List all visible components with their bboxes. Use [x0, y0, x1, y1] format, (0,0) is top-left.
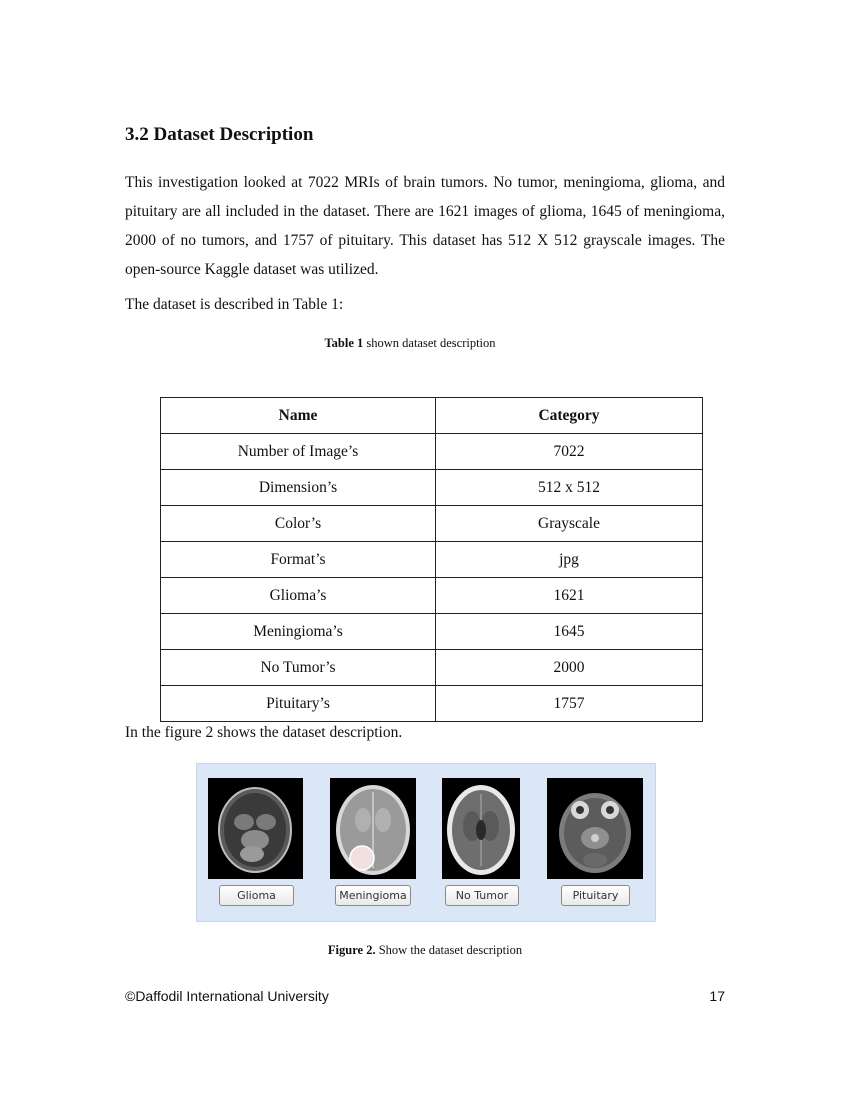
dataset-figure — [196, 763, 656, 922]
table-intro-text: The dataset is described in Table 1: — [125, 296, 344, 313]
figure-caption — [0, 943, 850, 958]
table-cell-name: Glioma’s — [161, 578, 436, 614]
dataset-table — [160, 397, 703, 722]
table-header-row — [161, 398, 703, 434]
table-cell-category: 7022 — [436, 434, 703, 470]
table-cell-name: Number of Image’s — [161, 434, 436, 470]
table-row — [161, 686, 703, 722]
table-cell-category: 1645 — [436, 614, 703, 650]
table-caption — [0, 336, 820, 351]
table-row — [161, 578, 703, 614]
pituitary-mri-image — [547, 778, 643, 879]
no-tumor-mri-image — [442, 778, 520, 879]
table-row — [161, 542, 703, 578]
meningioma-mri-image — [330, 778, 416, 879]
table-row — [161, 650, 703, 686]
meningioma-label-button[interactable]: Meningioma — [335, 885, 411, 906]
figure-caption-label: Figure 2. — [327, 943, 376, 957]
table-cell-category: 2000 — [436, 650, 703, 686]
glioma-label-button[interactable]: Glioma — [219, 885, 294, 906]
footer-university: ©Daffodil International University — [125, 988, 329, 1004]
table-row — [161, 614, 703, 650]
table-cell-category: Grayscale — [436, 506, 703, 542]
table-caption-label: Table 1 — [324, 336, 364, 350]
table-cell-name: Dimension’s — [161, 470, 436, 506]
table-cell-category: 1757 — [436, 686, 703, 722]
table-cell-name: Format’s — [161, 542, 436, 578]
table-row — [161, 506, 703, 542]
table-cell-category: jpg — [436, 542, 703, 578]
table-row — [161, 434, 703, 470]
table-row — [161, 470, 703, 506]
glioma-mri-image — [208, 778, 303, 879]
no-tumor-label-button[interactable]: No Tumor — [445, 885, 519, 906]
description-paragraph: This investigation looked at 7022 MRIs of brain tumors. No tumor, meningioma, glioma, and pituitary are all included in the dataset. There are 1621 images of glioma, 1645 of meningioma, 2000 of no tumors, and 1757 of pituitary. This dataset has 512 X 512 grayscale images. The open-source Kaggle dataset was utilized. — [125, 174, 725, 278]
table-cell-category: 1621 — [436, 578, 703, 614]
figure-intro-text: In the figure 2 shows the dataset description. — [125, 724, 403, 741]
table-cell-category: 512 x 512 — [436, 470, 703, 506]
column-header-category: Category — [436, 398, 703, 434]
column-header-name: Name — [161, 398, 436, 434]
page-number: 17 — [709, 988, 725, 1004]
table-cell-name: Meningioma’s — [161, 614, 436, 650]
table-cell-name: Pituitary’s — [161, 686, 436, 722]
figure-caption-text: Show the dataset description — [375, 943, 523, 957]
pituitary-label-button[interactable]: Pituitary — [561, 885, 630, 906]
table-cell-name: Color’s — [161, 506, 436, 542]
table-cell-name: No Tumor’s — [161, 650, 436, 686]
table-caption-text: shown dataset description — [363, 336, 496, 350]
section-heading: 3.2 Dataset Description — [125, 124, 314, 145]
